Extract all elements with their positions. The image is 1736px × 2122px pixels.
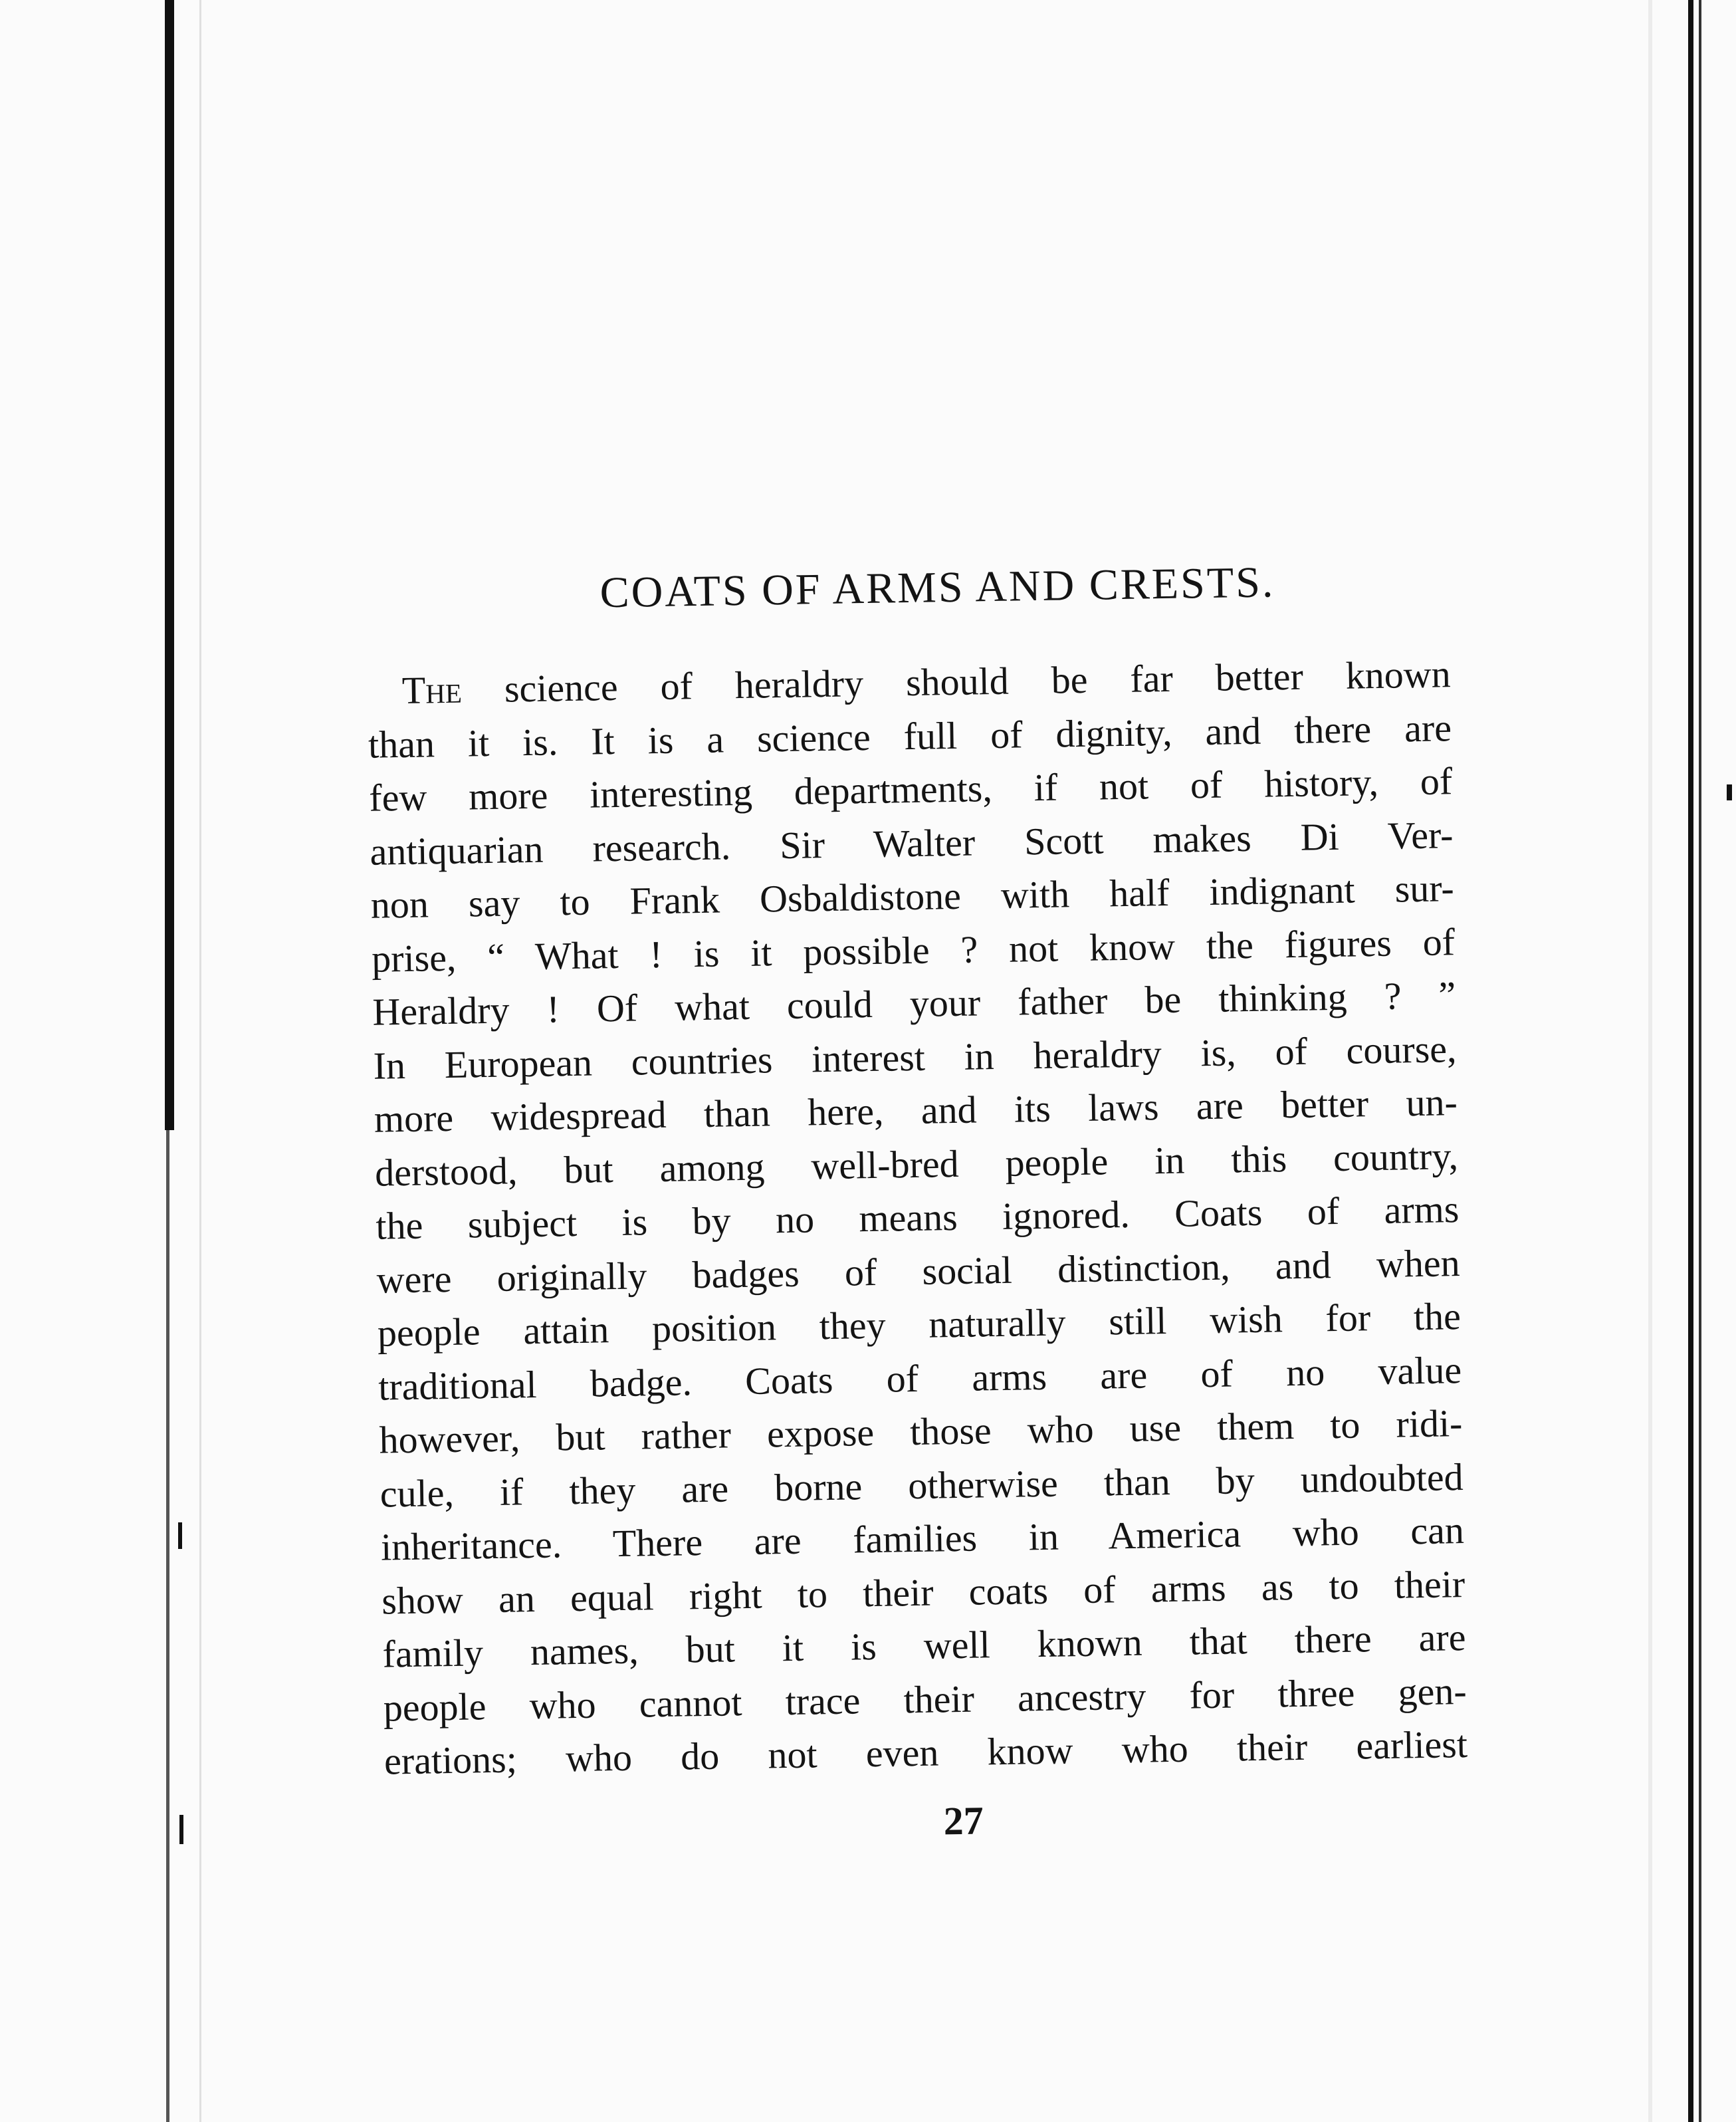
binding-edge-line xyxy=(165,0,174,1130)
body-paragraph xyxy=(360,648,1467,1788)
text-line: erations; who do not even know who their earliest xyxy=(383,1722,1468,1783)
text-line: were originally badges of social distinction, and when xyxy=(376,1240,1461,1302)
text-line: traditional badge. Coats of arms are of no value xyxy=(378,1348,1462,1409)
text-line: In European countries interest in heraldry is, of course, xyxy=(373,1026,1457,1088)
text-line: non say to Frank Osbaldistone with half indignant sur- xyxy=(370,866,1455,927)
right-edge-line xyxy=(1688,0,1693,2122)
scan-speck xyxy=(179,1815,183,1844)
text-line: inheritance. There are families in America who can xyxy=(380,1508,1465,1569)
text-line: than it is. It is a science full of dignity, and there are xyxy=(368,705,1452,766)
text-line: show an equal right to their coats of arms as to their xyxy=(381,1562,1465,1623)
scan-speck xyxy=(178,1522,182,1549)
text-line: more widespread than here, and its laws are better un- xyxy=(374,1080,1458,1141)
text-line: the subject is by no means ignored. Coats of arms xyxy=(375,1187,1460,1248)
binding-edge-line-lower xyxy=(166,1130,169,2122)
chapter-title: COATS OF ARMS AND CRESTS. xyxy=(599,558,1275,618)
text-line: family names, but it is well known that there are xyxy=(382,1615,1466,1676)
page-content xyxy=(359,554,1469,1853)
page-number: 27 xyxy=(943,1798,984,1843)
right-edge-line-outer xyxy=(1699,0,1701,2122)
lead-word: The xyxy=(401,667,463,712)
text-line: people attain position they naturally still wish for the xyxy=(377,1294,1462,1355)
right-page-shadow xyxy=(1648,0,1652,2122)
text-line: cule, if they are borne otherwise than by undoubted xyxy=(380,1455,1464,1516)
text-line: people who cannot trace their ancestry for three gen- xyxy=(383,1669,1467,1730)
page-fold-shadow xyxy=(199,0,201,2122)
text-line: however, but rather expose those who use them to ridi- xyxy=(379,1401,1463,1462)
text-line: Heraldry ! Of what could your father be thinking ? ” xyxy=(372,973,1456,1034)
text-line: prise, “ What ! is it possible ? not know the figures of xyxy=(371,919,1456,981)
text-line: few more interesting departments, if not of history, of xyxy=(368,759,1453,820)
text-line: antiquarian research. Sir Walter Scott makes Di Ver- xyxy=(370,812,1454,874)
scan-speck xyxy=(1727,784,1732,800)
text-line: The science of heraldry should be far better known xyxy=(401,652,1452,712)
text-line: derstood, but among well-bred people in this country, xyxy=(374,1133,1459,1195)
